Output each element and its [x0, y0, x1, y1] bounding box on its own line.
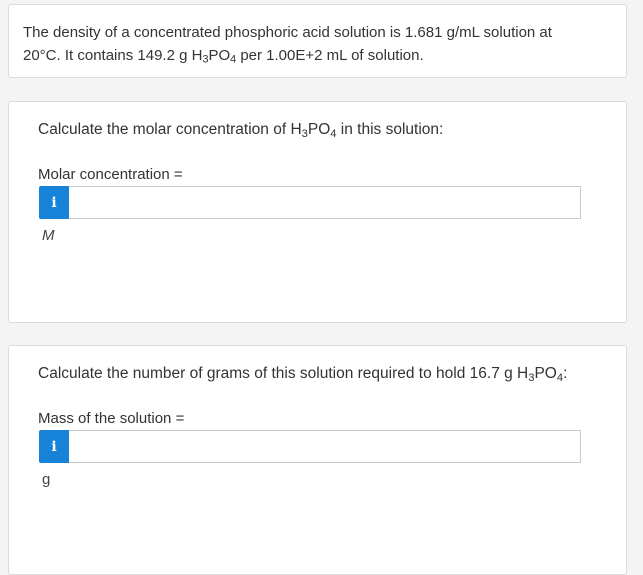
problem-text: [23, 21, 612, 67]
formula-po: PO: [208, 47, 231, 64]
question-1-card: [8, 101, 627, 323]
molar-concentration-label: Molar concentration =: [38, 166, 183, 183]
mass-solution-input-row: [39, 430, 581, 463]
problem-line-1: The density of a concentrated phosphoric acid solution is 1.681 g/mL solution at: [23, 24, 552, 41]
question-2-card: [8, 345, 627, 575]
info-icon[interactable]: i: [39, 186, 69, 219]
problem-line-2-end: per 1.00E+2 mL of solution.: [236, 47, 424, 64]
problem-line-2-start: 20°C. It contains 149.2 g H: [23, 47, 203, 64]
mass-solution-label: Mass of the solution =: [38, 410, 185, 427]
problem-card: [8, 4, 627, 78]
molar-concentration-input[interactable]: [69, 186, 581, 219]
question-2-text: Calculate the number of grams of this solution required to hold 16.7 g $H_3PO_4$:: [38, 365, 568, 384]
formula-sub-4: 4: [230, 53, 237, 66]
mass-solution-input[interactable]: [69, 430, 581, 463]
molar-concentration-input-row: [39, 186, 581, 219]
molar-unit: M: [42, 227, 55, 244]
info-icon[interactable]: i: [39, 430, 69, 463]
formula-sub-3: 3: [202, 53, 209, 66]
grams-unit: g: [42, 471, 51, 488]
question-1-text: Calculate the molar concentration of $H_3PO_4$ in this solution:: [38, 121, 444, 140]
